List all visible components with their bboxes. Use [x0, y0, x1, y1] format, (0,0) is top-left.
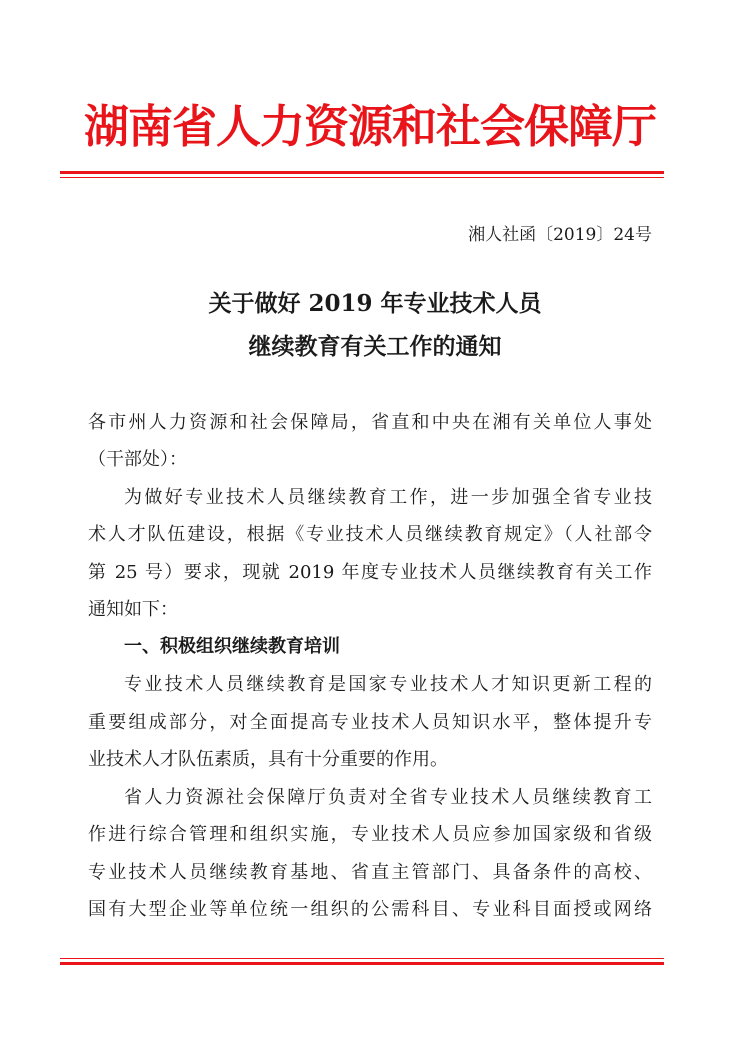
- addressee-line: （干部处）：: [88, 449, 187, 470]
- paragraph-line: 业技术人才队伍素质，具有十分重要的作用。: [88, 749, 448, 770]
- paragraph-line: 省人力资源社会保障厅负责对全省专业技术人员继续教育工: [124, 787, 652, 808]
- paragraph-line: 重要组成部分，对全面提高专业技术人员知识水平，整体提升专: [88, 712, 652, 733]
- issuing-authority-title: 湖南省人力资源和社会保障厅: [83, 100, 656, 153]
- paragraph-line: 专业技术人员继续教育是国家专业技术人才知识更新工程的: [124, 674, 652, 695]
- document-number: 湘人社函〔2019〕24号: [468, 225, 652, 245]
- section-heading: 一、积极组织继续教育培训: [124, 636, 340, 657]
- paragraph-line: 术人才队伍建设，根据《专业技术人员继续教育规定》（人社部令: [88, 524, 652, 545]
- addressee-line: 各市州人力资源和社会保障局，省直和中央在湘有关单位人事处: [88, 412, 652, 433]
- paragraph-line: 作进行综合管理和组织实施，专业技术人员应参加国家级和省级: [88, 824, 652, 845]
- notice-title-line-1: 关于做好 2019 年专业技术人员: [208, 290, 542, 317]
- paragraph-line: 专业技术人员继续教育基地、省直主管部门、具备条件的高校、: [88, 862, 652, 883]
- header-rule-thick: [60, 171, 664, 174]
- paragraph-line: 为做好专业技术人员继续教育工作，进一步加强全省专业技: [124, 487, 652, 508]
- header-rule-thin: [60, 177, 664, 178]
- notice-title-line-2: 继续教育有关工作的通知: [248, 333, 502, 360]
- footer-rule-thin: [60, 958, 664, 959]
- footer-rule-thick: [60, 962, 664, 965]
- paragraph-line: 国有大型企业等单位统一组织的公需科目、专业科目面授或网络: [88, 899, 652, 920]
- paragraph-line: 第 25 号）要求，现就 2019 年度专业技术人员继续教育有关工作: [88, 562, 652, 583]
- paragraph-line: 通知如下：: [88, 599, 178, 620]
